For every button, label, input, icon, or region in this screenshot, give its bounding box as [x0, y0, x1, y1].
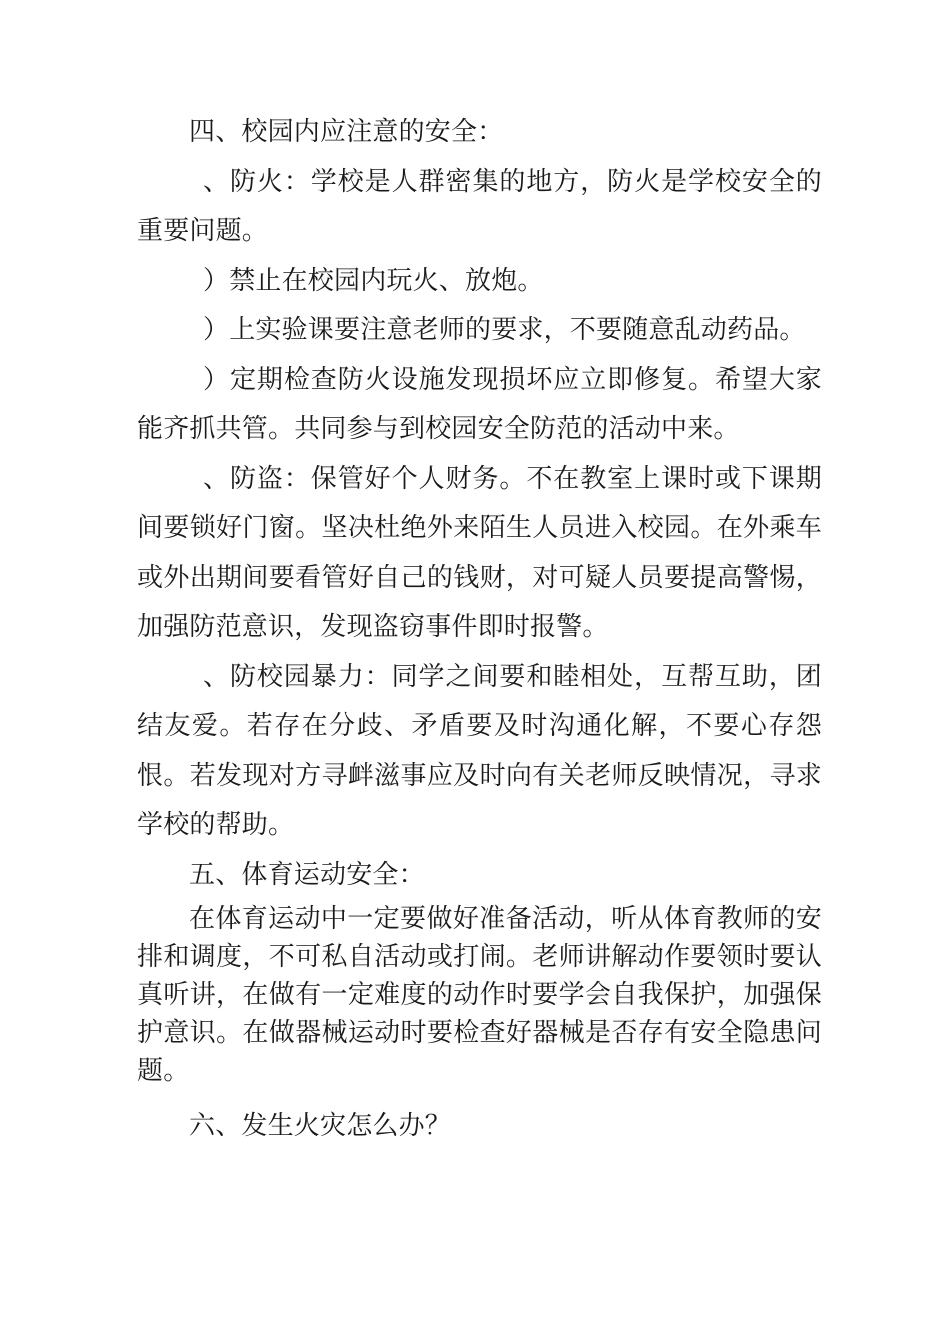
section-heading-fire-response: 六、发生火灾怎么办？ [189, 1111, 452, 1141]
document-body [137, 108, 822, 1152]
list-item-fire-1: ）禁止在校园内玩火、放炮。 [203, 265, 544, 296]
list-item-fire-3: ）定期检查防火设施发现损坏应立即修复。希望大家能齐抓共管。共同参与到校园安全防范的活动中来。 [137, 364, 822, 444]
list-item-fire-2: ）上实验课要注意老师的要求，不要随意乱动药品。 [203, 315, 806, 345]
paragraph-fire-prevention: 、防火：学校是人群密集的地方，防火是学校安全的重要问题。 [137, 166, 822, 246]
section-heading-campus-safety: 四、校园内应注意的安全： [189, 117, 504, 147]
paragraph-theft-prevention: 、防盗：保管好个人财务。不在教室上课时或下课期间要锁好门窗。坚决杜绝外来陌生人员进入校园。在外乘车或外出期间要看管好自己的钱财，对可疑人员要提高警惕，加强防范意识，发现盗窃事件即时报警。 [137, 463, 822, 642]
paragraph-violence-prevention: 、防校园暴力：同学之间要和睦相处，互帮互助，团结友爱。若存在分歧、矛盾要及时沟通化解，不要心存怨恨。若发现对方寻衅滋事应及时向有关老师反映情况，寻求学校的帮助。 [137, 661, 822, 840]
section-heading-sports-safety: 五、体育运动安全： [189, 859, 425, 890]
paragraph-sports-safety: 在体育运动中一定要做好准备活动，听从体育教师的安排和调度，不可私自活动或打闹。老师讲解动作要领时要认真听讲，在做有一定难度的动作时要学会自我保护，加强保护意识。在做器械运动时要检查好器械是否存有安全隐患问题。 [137, 904, 822, 1086]
